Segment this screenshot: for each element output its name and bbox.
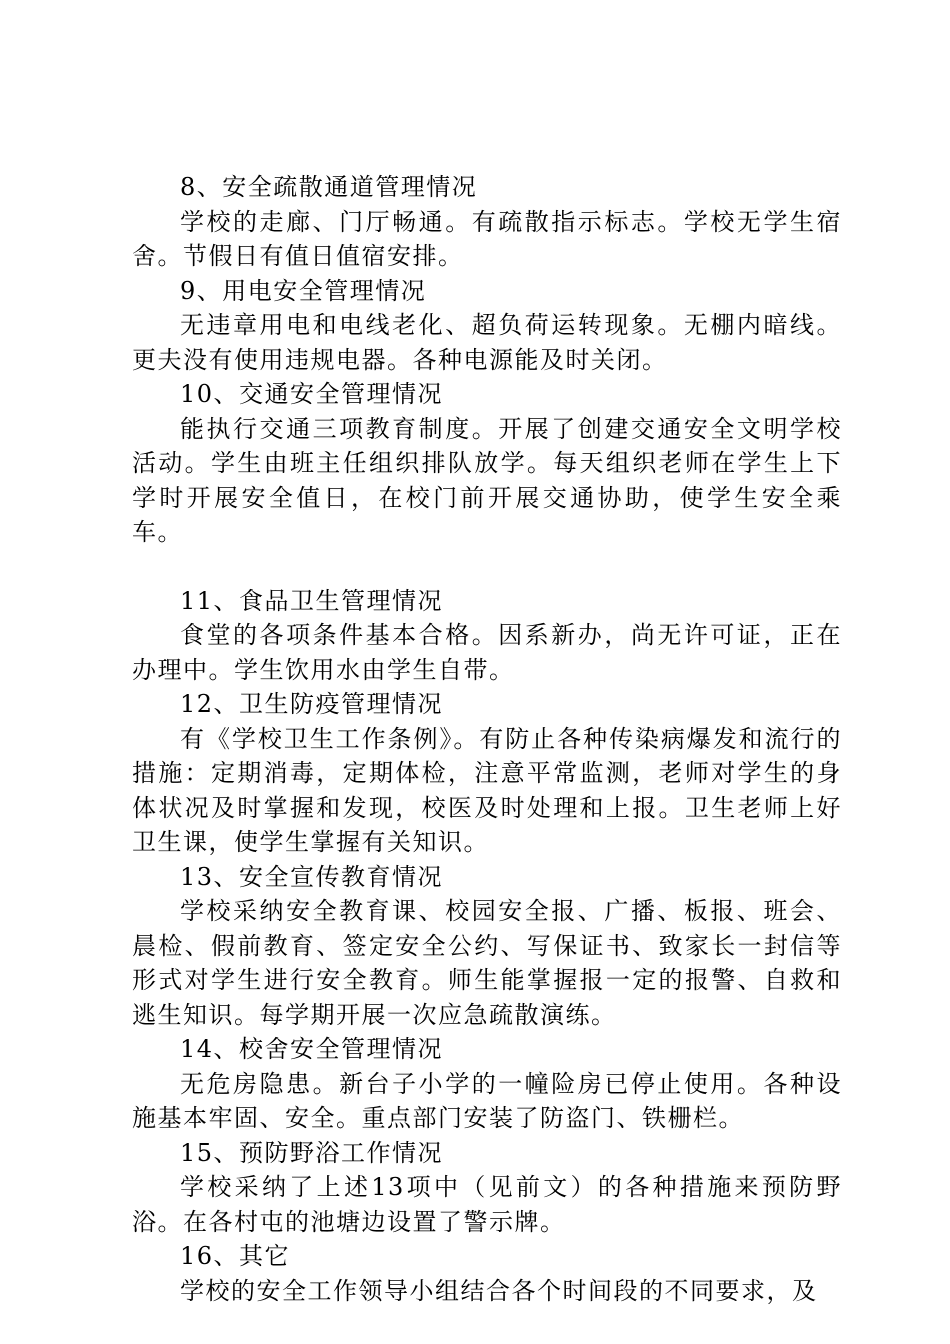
section-12-text: 有《学校卫生工作条例》。有防止各种传染病爆发和流行的措施：定期消毒，定期体检，注意平常监测，老师对学生的身体状况及时掌握和发现，校医及时处理和上报。卫生老师上好卫生课，使学生掌握有关知识。 (132, 724, 842, 856)
section-16-heading: 16、其它 (180, 1242, 291, 1270)
section-9-text: 无违章用电和电线老化、超负荷运转现象。无棚内暗线。更夫没有使用违规电器。各种电源能及时关闭。 (132, 311, 842, 374)
section-16-text: 学校的安全工作领导小组结合各个时间段的不同要求，及 (180, 1276, 818, 1305)
section-9-heading: 9、用电安全管理情况 (180, 276, 427, 305)
section-11-heading: 11、食品卫生管理情况 (180, 586, 444, 615)
section-11-text: 食堂的各项条件基本合格。因系新办，尚无许可证，正在办理中。学生饮用水由学生自带。 (132, 621, 842, 684)
section-14-text: 无危房隐患。新台子小学的一幢险房已停止使用。各种设施基本牢固、安全。重点部门安装了防盗门、铁栅栏。 (132, 1069, 842, 1132)
section-15-text: 学校采纳了上述13项中（见前文）的各种措施来预防野浴。在各村屯的池塘边设置了警示牌。 (132, 1173, 842, 1236)
section-8-heading: 8、安全疏散通道管理情况 (180, 173, 478, 201)
section-8-text: 学校的走廊、门厅畅通。有疏散指示标志。学校无学生宿舍。节假日有值日值宿安排。 (132, 207, 842, 270)
section-12-heading: 12、卫生防疫管理情况 (180, 690, 444, 718)
section-13-heading: 13、安全宣传教育情况 (180, 862, 444, 891)
section-13-text: 学校采纳安全教育课、校园安全报、广播、板报、班会、晨检、假前教育、签定安全公约、写保证书、致家长一封信等形式对学生进行安全教育。师生能掌握报一定的报警、自救和逃生知识。每学期开展一次应急疏散演练。 (132, 897, 842, 1029)
section-14-heading: 14、校舍安全管理情况 (180, 1035, 444, 1063)
document-body (132, 170, 842, 1308)
section-10-heading: 10、交通安全管理情况 (180, 380, 444, 408)
section-15-heading: 15、预防野浴工作情况 (180, 1138, 444, 1167)
section-10-text: 能执行交通三项教育制度。开展了创建交通安全文明学校活动。学生由班主任组织排队放学。每天组织老师在学生上下学时开展安全值日，在校门前开展交通协助，使学生安全乘车。 (132, 414, 842, 546)
paragraph-gap (132, 550, 842, 584)
